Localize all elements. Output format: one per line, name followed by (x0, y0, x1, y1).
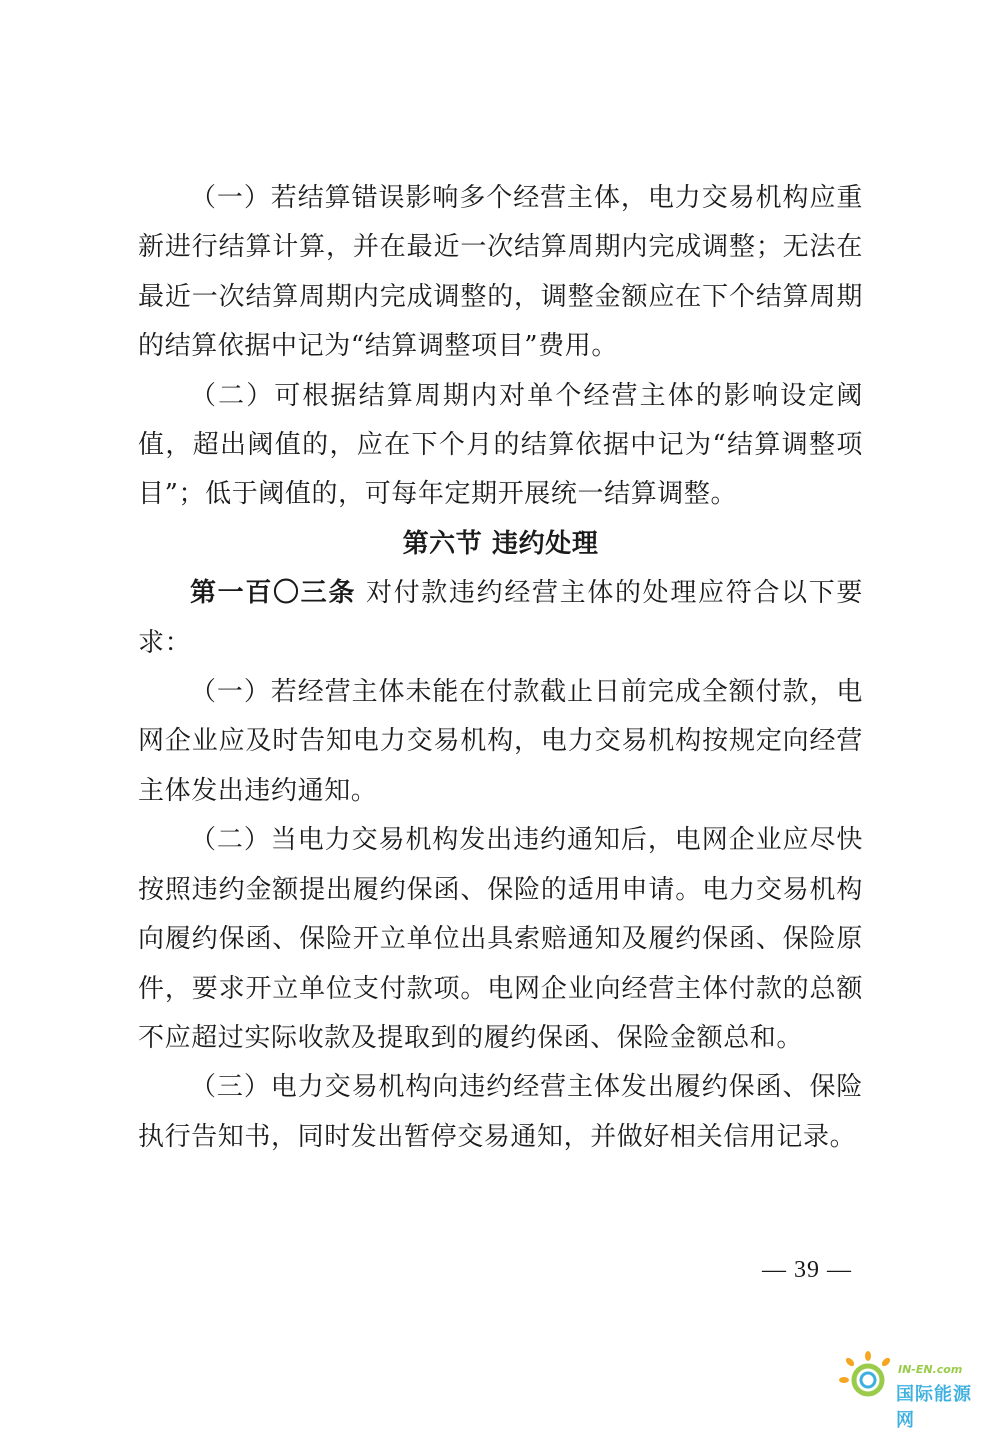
sun-logo-icon (838, 1350, 898, 1406)
article-item-1: （一）若经营主体未能在付款截止日前完成全额付款，电网企业应及时告知电力交易机构，电力交易机构按规定向经营主体发出违约通知。 (138, 677, 863, 806)
paragraph-threshold: （二）可根据结算周期内对单个经营主体的影响设定阈值，超出阈值的，应在下个月的结算依据中记为“结算调整项目”；低于阈值的，可每年定期开展统一结算调整。 (138, 380, 863, 510)
watermark-logo (838, 1350, 988, 1431)
article-item-3: （三）电力交易机构向违约经营主体发出履约保函、保险执行告知书，同时发出暂停交易通知，并做好相关信用记录。 (138, 1072, 863, 1152)
section-heading: 第六节 违约处理 (402, 528, 599, 559)
document-body (138, 174, 863, 1162)
watermark-name: 国际能源网 (896, 1384, 972, 1431)
article-103 (138, 569, 863, 668)
article-label: 第一百〇三条 (190, 578, 357, 609)
page-number: — 39 — (762, 1257, 852, 1283)
article-item-2: （二）当电力交易机构发出违约通知后，电网企业应尽快按照违约金额提出履约保函、保险的适用申请。电力交易机构向履约保函、保险开立单位出具索赔通知及履约保函、保险原件，要求开立单位支付款项。电网企业向经营主体付款的总额不应超过实际收款及提取到的履约保函、保险金额总和。 (138, 825, 863, 1053)
paragraph-settlement-error: （一）若结算错误影响多个经营主体，电力交易机构应重新进行结算计算，并在最近一次结算周期内完成调整；无法在最近一次结算周期内完成调整的，调整金额应在下个结算周期的结算依据中记为“结算调整项目”费用。 (138, 183, 863, 362)
watermark-domain: IN-EN.com (898, 1363, 963, 1376)
article-text: 对付款违约经营主体的处理应符合以下要求： (138, 578, 863, 658)
